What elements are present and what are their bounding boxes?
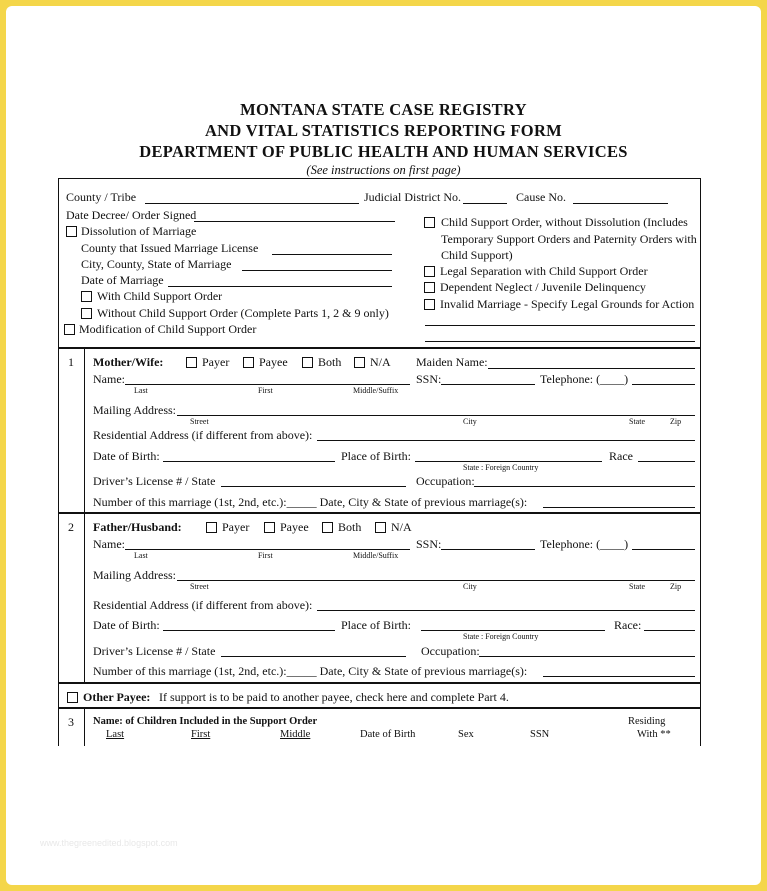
col-first: First	[191, 729, 211, 740]
s1-previous-marriage-field[interactable]	[543, 507, 695, 508]
other-payee-checkbox[interactable]	[67, 692, 78, 703]
invalid-checkbox[interactable]	[424, 299, 435, 310]
s1-mailing-field[interactable]	[177, 415, 695, 416]
county-field[interactable]	[145, 203, 359, 204]
s2-occupation-field[interactable]	[479, 656, 695, 657]
s1-occupation-field[interactable]	[474, 486, 695, 487]
s1-license-label: Driver’s License # / State	[93, 474, 216, 488]
mother-heading: Mother/Wife:	[93, 355, 164, 369]
s1-name-field[interactable]	[125, 384, 410, 385]
legal-sep-checkbox[interactable]	[424, 266, 435, 277]
s2-both-label: Both	[338, 520, 362, 534]
s2-payer-checkbox[interactable]	[206, 522, 217, 533]
s1-payee-label: Payee	[259, 355, 288, 369]
s1-both-label: Both	[318, 355, 342, 369]
dissolution-checkbox[interactable]	[66, 226, 77, 237]
legal-grounds-line-1[interactable]	[425, 325, 695, 326]
s2-occupation-label: Occupation:	[421, 644, 480, 658]
s1-middle-caption: Middle/Suffix	[353, 386, 399, 395]
children-heading: Name: of Children Included in the Support Order	[93, 716, 318, 727]
other-payee-text: If support is to be paid to another payee, check here and complete Part 4.	[159, 690, 509, 704]
legal-grounds-line-2[interactable]	[425, 341, 695, 342]
s1-state-foreign-caption: State : Foreign Country	[463, 463, 539, 472]
cs-without-checkbox[interactable]	[424, 217, 435, 228]
county-label: County / Tribe	[66, 190, 137, 204]
s2-name-label: Name:	[93, 537, 125, 551]
divider-2	[58, 512, 701, 514]
city-county-field[interactable]	[242, 270, 392, 271]
s2-telephone-label: Telephone: (____)	[540, 537, 629, 551]
s1-marriage-number-label: Number of this marriage (1st, 2nd, etc.):_____ Date, City & State of previous marriage(s):	[93, 495, 528, 509]
s1-ssn-label: SSN:	[416, 372, 442, 386]
instructions-note: (See instructions on first page)	[306, 163, 461, 177]
s2-zip-caption: Zip	[670, 582, 682, 591]
s2-payee-checkbox[interactable]	[264, 522, 275, 533]
s1-license-field[interactable]	[221, 486, 406, 487]
s1-both-checkbox[interactable]	[302, 357, 313, 368]
col-dob: Date of Birth	[360, 729, 416, 740]
form-title-line1: MONTANA STATE CASE REGISTRY	[240, 100, 527, 119]
invalid-label: Invalid Marriage - Specify Legal Grounds for Action	[440, 297, 695, 311]
with-child-label: With Child Support Order	[97, 289, 223, 303]
watermark: www.thegreenedited.blogspot.com	[40, 838, 178, 848]
s2-license-label: Driver’s License # / State	[93, 644, 216, 658]
maiden-field[interactable]	[488, 368, 695, 369]
legal-sep-label: Legal Separation with Child Support Order	[440, 264, 648, 278]
s1-mailing-label: Mailing Address:	[93, 403, 176, 417]
date-decree-label: Date Decree/ Order Signed	[66, 208, 197, 222]
judicial-label: Judicial District No.	[364, 190, 461, 204]
city-county-label: City, County, State of Marriage	[81, 257, 232, 271]
form-title-line3: DEPARTMENT OF PUBLIC HEALTH AND HUMAN SERVICES	[139, 142, 628, 161]
county-license-field[interactable]	[272, 254, 392, 255]
s2-na-label: N/A	[391, 520, 412, 534]
s2-state-caption: State	[629, 582, 645, 591]
s1-race-field[interactable]	[638, 461, 695, 462]
residing-label: Residing	[628, 716, 666, 727]
dependent-checkbox[interactable]	[424, 282, 435, 293]
dependent-label: Dependent Neglect / Juvenile Delinquency	[440, 280, 646, 294]
num-col-line-b	[84, 708, 85, 746]
s2-pob-label: Place of Birth:	[341, 618, 411, 632]
modification-checkbox[interactable]	[64, 324, 75, 335]
s2-middle-caption: Middle/Suffix	[353, 551, 399, 560]
s2-payee-label: Payee	[280, 520, 309, 534]
s1-payer-label: Payer	[202, 355, 230, 369]
modification-label: Modification of Child Support Order	[79, 322, 257, 336]
s1-name-label: Name:	[93, 372, 125, 386]
s2-city-caption: City	[463, 582, 477, 591]
s1-na-label: N/A	[370, 355, 391, 369]
form-title-line2: AND VITAL STATISTICS REPORTING FORM	[204, 121, 563, 140]
s1-residential-label: Residential Address (if different from above):	[93, 428, 313, 442]
other-payee-label: Other Payee:	[83, 690, 151, 704]
date-decree-field[interactable]	[194, 221, 395, 222]
col-sex: Sex	[458, 729, 474, 740]
cause-field[interactable]	[573, 203, 668, 204]
s2-both-checkbox[interactable]	[322, 522, 333, 533]
s1-pob-label: Place of Birth:	[341, 449, 411, 463]
date-marriage-field[interactable]	[168, 286, 392, 287]
divider-3	[58, 682, 701, 684]
s1-city-caption: City	[463, 417, 477, 426]
s1-pob-field[interactable]	[415, 461, 602, 462]
s1-occupation-label: Occupation:	[416, 474, 475, 488]
judicial-field[interactable]	[463, 203, 507, 204]
section-1-number: 1	[68, 355, 74, 369]
s1-last-caption: Last	[134, 386, 148, 395]
s2-first-caption: First	[258, 551, 273, 560]
s2-ssn-field[interactable]	[441, 549, 535, 550]
s1-ssn-field[interactable]	[441, 384, 535, 385]
without-child-checkbox[interactable]	[81, 308, 92, 319]
divider-4	[58, 707, 701, 709]
s2-residential-field[interactable]	[317, 610, 695, 611]
frame-left	[58, 178, 59, 746]
s1-dob-label: Date of Birth:	[93, 449, 160, 463]
s2-ssn-label: SSN:	[416, 537, 442, 551]
s1-dob-field[interactable]	[163, 461, 335, 462]
s2-telephone-field[interactable]	[632, 549, 695, 550]
s2-last-caption: Last	[134, 551, 148, 560]
s1-payee-checkbox[interactable]	[243, 357, 254, 368]
cs-without-label-3: Child Support)	[441, 248, 513, 262]
section-2-number: 2	[68, 520, 74, 534]
s2-payer-label: Payer	[222, 520, 250, 534]
date-marriage-label: Date of Marriage	[81, 273, 164, 287]
s1-residential-field[interactable]	[317, 440, 695, 441]
col-last: Last	[106, 729, 125, 740]
s2-license-field[interactable]	[221, 656, 406, 657]
s2-state-foreign-caption: State : Foreign Country	[463, 632, 539, 641]
s2-dob-field[interactable]	[163, 630, 335, 631]
num-col-line-a	[84, 348, 85, 682]
s1-payer-checkbox[interactable]	[186, 357, 197, 368]
cs-without-label-2: Temporary Support Orders and Paternity Orders with	[441, 232, 697, 246]
col-ssn: SSN	[530, 729, 550, 740]
s2-pob-field[interactable]	[421, 630, 605, 631]
without-child-label: Without Child Support Order (Complete Parts 1, 2 & 9 only)	[97, 306, 389, 320]
maiden-label: Maiden Name:	[416, 355, 488, 369]
s2-dob-label: Date of Birth:	[93, 618, 160, 632]
s1-state-caption: State	[629, 417, 645, 426]
father-heading: Father/Husband:	[93, 520, 182, 534]
s1-telephone-label: Telephone: (____)	[540, 372, 629, 386]
s2-race-label: Race:	[614, 618, 642, 632]
s2-race-field[interactable]	[644, 630, 695, 631]
s2-mailing-label: Mailing Address:	[93, 568, 176, 582]
cause-label: Cause No.	[516, 190, 566, 204]
s2-residential-label: Residential Address (if different from above):	[93, 598, 313, 612]
divider-1	[58, 347, 701, 349]
s1-telephone-field[interactable]	[632, 384, 695, 385]
s2-previous-marriage-field[interactable]	[543, 676, 695, 677]
col-middle: Middle	[280, 729, 311, 740]
county-license-label: County that Issued Marriage License	[81, 241, 259, 255]
s1-zip-caption: Zip	[670, 417, 682, 426]
s2-mailing-field[interactable]	[177, 580, 695, 581]
section-3-number: 3	[68, 715, 74, 729]
s2-na-checkbox[interactable]	[375, 522, 386, 533]
s1-race-label: Race	[609, 449, 633, 463]
dissolution-label: Dissolution of Marriage	[81, 224, 197, 238]
cs-without-label-1: Child Support Order, without Dissolution (Includes	[441, 215, 688, 229]
s1-first-caption: First	[258, 386, 273, 395]
frame-right	[700, 178, 701, 746]
s2-street-caption: Street	[190, 582, 209, 591]
s2-name-field[interactable]	[125, 549, 410, 550]
s1-street-caption: Street	[190, 417, 209, 426]
s1-na-checkbox[interactable]	[354, 357, 365, 368]
with-label: With **	[637, 729, 671, 740]
frame-top	[58, 178, 701, 179]
with-child-checkbox[interactable]	[81, 291, 92, 302]
s2-marriage-number-label: Number of this marriage (1st, 2nd, etc.):_____ Date, City & State of previous marriage(s):	[93, 664, 528, 678]
